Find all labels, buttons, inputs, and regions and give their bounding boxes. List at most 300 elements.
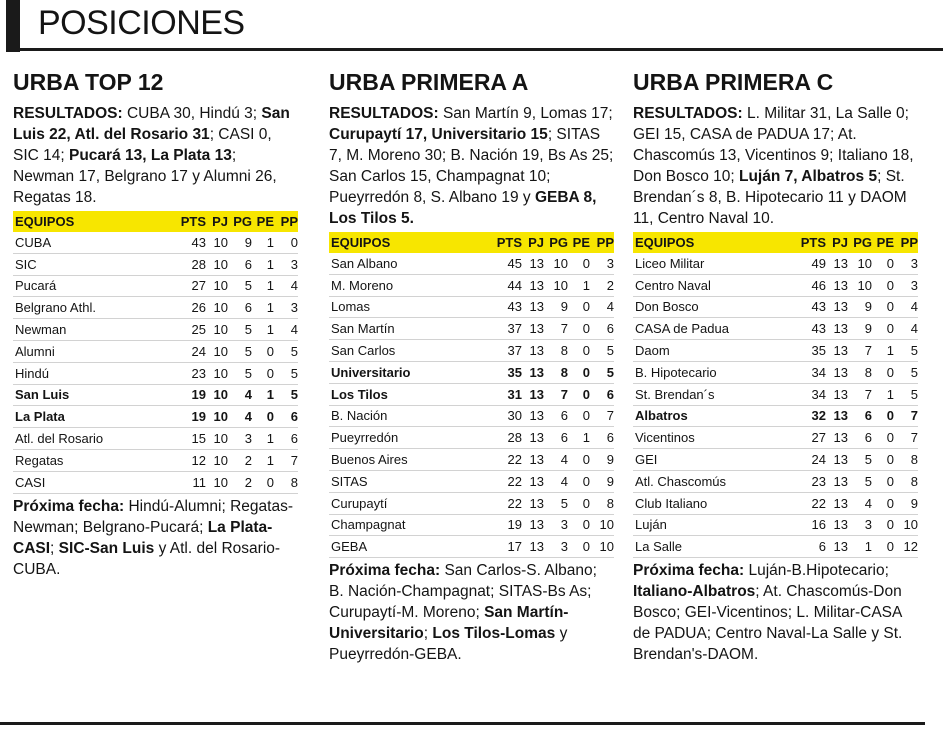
table-row [329,340,614,362]
pe-cell: 0 [872,361,894,383]
header-pp: PP [894,232,918,253]
pp-cell: 4 [894,318,918,340]
pj-cell: 13 [826,361,848,383]
team-name-cell: Newman [13,319,172,341]
table-row [13,232,298,253]
pg-cell: 9 [848,318,872,340]
paragraph-text: ; At. Chascomús-Don Bosco; GEI-Vicentinos; L. Militar-CASA de PADUA; Centro Naval-La Salle y St. Brendan's-DAOM. [633,583,903,664]
pp-cell: 5 [894,361,918,383]
section-urba-primera-a [329,68,614,665]
pp-cell: 5 [590,340,614,362]
pg-cell: 4 [544,449,568,471]
pp-cell: 7 [590,405,614,427]
pj-cell: 13 [826,405,848,427]
pj-cell: 13 [522,536,544,558]
team-name-cell: B. Hipotecario [633,361,792,383]
pp-cell: 5 [274,384,298,406]
standings-table [633,232,918,558]
pp-cell: 6 [590,427,614,449]
table-row [13,384,298,406]
pts-cell: 37 [488,340,522,362]
pg-cell: 6 [228,253,252,275]
pp-cell: 4 [894,296,918,318]
pts-cell: 23 [792,470,826,492]
paragraph-text: L. Militar 31, La Salle 0; GEI 15, CASA de PADUA 17; At. Chascomús 13, Vicentinos 9; Italiano 18, Don Bosco 10; [633,105,914,185]
pp-cell: 5 [894,383,918,405]
pg-cell: 5 [228,319,252,341]
highlighted-text: SIC-San Luis [58,539,155,557]
header-pts: PTS [172,211,206,232]
table-row [329,449,614,471]
section-urba-top-12 [13,68,298,580]
table-row [329,536,614,558]
pg-cell: 6 [848,405,872,427]
pts-cell: 11 [172,471,206,493]
team-name-cell: Belgrano Athl. [13,297,172,319]
pe-cell: 0 [872,427,894,449]
pj-cell: 10 [206,253,228,275]
pe-cell: 0 [252,340,274,362]
section-urba-primera-c [633,68,918,665]
pts-cell: 24 [792,449,826,471]
team-name-cell: Vicentinos [633,427,792,449]
pg-cell: 5 [228,275,252,297]
highlighted-text: San Luis 22, Atl. del Rosario 31 [13,105,290,143]
highlighted-text: Luján 7, Albatros 5 [738,168,878,185]
pe-cell: 0 [872,405,894,427]
paragraph-text: Hindú-Alumni; Regatas-Newman; Belgrano-Pucará; [13,497,293,536]
standings-header-row [633,232,918,253]
pp-cell: 8 [894,470,918,492]
pe-cell: 0 [252,362,274,384]
header-pe: PE [872,232,894,253]
table-row [329,274,614,296]
team-name-cell: Pueyrredón [329,427,488,449]
pe-cell: 0 [872,253,894,274]
pg-cell: 7 [848,340,872,362]
table-row [633,253,918,274]
team-name-cell: Club Italiano [633,492,792,514]
pg-cell: 8 [544,361,568,383]
table-row [329,318,614,340]
results-paragraph [13,103,298,208]
pg-cell: 5 [848,449,872,471]
pg-cell: 10 [544,274,568,296]
pe-cell: 0 [252,471,274,493]
pts-cell: 28 [488,427,522,449]
pj-cell: 13 [522,514,544,536]
pj-cell: 13 [522,318,544,340]
team-name-cell: CUBA [13,232,172,253]
next-fixtures-paragraph [13,496,298,580]
paragraph-text: y Pueyrredón-GEBA. [329,625,568,664]
header-pg: PG [544,232,568,253]
pp-cell: 5 [590,361,614,383]
pts-cell: 32 [792,405,826,427]
pg-cell: 10 [544,253,568,274]
pe-cell: 0 [872,536,894,558]
table-row [13,319,298,341]
pg-cell: 4 [544,470,568,492]
next-fixtures-paragraph [329,560,614,665]
pts-cell: 12 [172,449,206,471]
team-name-cell: La Plata [13,406,172,428]
pp-cell: 10 [894,514,918,536]
pg-cell: 2 [228,449,252,471]
header-accent-bar [6,0,20,52]
team-name-cell: Daom [633,340,792,362]
table-row [329,253,614,274]
table-row [329,296,614,318]
table-row [329,427,614,449]
pts-cell: 43 [488,296,522,318]
header-pp: PP [590,232,614,253]
team-name-cell: Champagnat [329,514,488,536]
team-name-cell: Universitario [329,361,488,383]
header-pts: PTS [792,232,826,253]
pts-cell: 37 [488,318,522,340]
pj-cell: 13 [826,514,848,536]
next-fixtures-paragraph [633,560,918,665]
pp-cell: 3 [274,253,298,275]
pts-cell: 22 [488,449,522,471]
pp-cell: 7 [894,427,918,449]
pp-cell: 6 [590,318,614,340]
team-name-cell: San Martín [329,318,488,340]
pg-cell: 10 [848,253,872,274]
team-name-cell: M. Moreno [329,274,488,296]
pg-cell: 8 [848,361,872,383]
footer-rule [0,722,925,725]
paragraph-text: y Atl. del Rosario-CUBA. [13,539,281,578]
table-row [13,362,298,384]
pp-cell: 10 [590,536,614,558]
pj-cell: 13 [826,383,848,405]
pg-cell: 6 [544,427,568,449]
table-row [633,296,918,318]
table-row [633,449,918,471]
team-name-cell: Regatas [13,449,172,471]
table-row [13,406,298,428]
team-name-cell: Albatros [633,405,792,427]
pe-cell: 1 [568,274,590,296]
table-row [329,514,614,536]
table-row [13,297,298,319]
pp-cell: 12 [894,536,918,558]
team-name-cell: Luján [633,514,792,536]
team-name-cell: SITAS [329,470,488,492]
team-name-cell: SIC [13,253,172,275]
pp-cell: 9 [590,449,614,471]
highlighted-text: Italiano-Albatros [633,583,756,601]
paragraph-text: ; [423,625,433,643]
pts-cell: 30 [488,405,522,427]
pj-cell: 13 [522,361,544,383]
pts-cell: 19 [488,514,522,536]
header-pg: PG [228,211,252,232]
standings-header-row [329,232,614,253]
pj-cell: 13 [826,253,848,274]
header-pe: PE [568,232,590,253]
table-row [633,405,918,427]
team-name-cell: La Salle [633,536,792,558]
pts-cell: 6 [792,536,826,558]
highlighted-text: San Martín-Universitario [329,604,569,643]
pg-cell: 3 [544,514,568,536]
highlighted-text: RESULTADOS: [13,105,123,122]
pp-cell: 2 [590,274,614,296]
pp-cell: 6 [274,406,298,428]
pp-cell: 9 [894,492,918,514]
pj-cell: 13 [522,470,544,492]
pe-cell: 0 [568,296,590,318]
pp-cell: 3 [894,253,918,274]
section-title: URBA PRIMERA C [633,69,834,95]
table-row [633,492,918,514]
pj-cell: 13 [522,296,544,318]
pj-cell: 10 [206,428,228,450]
pg-cell: 5 [228,362,252,384]
paragraph-text: ; St. Brendan´s 8, B. Hipotecario 11 y DAOM 11, Centro Naval 10. [633,168,907,227]
team-name-cell: Buenos Aires [329,449,488,471]
pts-cell: 24 [172,340,206,362]
pj-cell: 10 [206,275,228,297]
standings-table [13,211,298,494]
pg-cell: 8 [544,340,568,362]
pj-cell: 10 [206,232,228,253]
highlighted-text: RESULTADOS: [633,105,743,122]
pts-cell: 31 [488,383,522,405]
paragraph-text: ; Newman 17, Belgrano 17 y Alumni 26, Regatas 18. [13,147,277,206]
pg-cell: 6 [848,427,872,449]
paragraph-text: San Carlos-S. Albano; B. Nación-Champagnat; SITAS-Bs As; Curupaytí-M. Moreno; [329,562,597,622]
pe-cell: 0 [872,274,894,296]
pts-cell: 35 [488,361,522,383]
pe-cell: 0 [568,492,590,514]
paragraph-text: San Martín 9, Lomas 17; [438,105,613,122]
pp-cell: 9 [590,470,614,492]
pe-cell: 0 [872,449,894,471]
header-pj: PJ [206,211,228,232]
pj-cell: 10 [206,319,228,341]
pe-cell: 0 [568,318,590,340]
table-row [633,427,918,449]
pe-cell: 1 [252,253,274,275]
pj-cell: 10 [206,384,228,406]
table-row [13,340,298,362]
table-row [13,471,298,493]
table-row [13,428,298,450]
pe-cell: 0 [872,470,894,492]
pp-cell: 6 [274,428,298,450]
pg-cell: 10 [848,274,872,296]
table-row [633,383,918,405]
pts-cell: 35 [792,340,826,362]
highlighted-text: Pucará 13, La Plata 13 [69,147,232,164]
pts-cell: 22 [488,492,522,514]
pe-cell: 0 [252,406,274,428]
pj-cell: 13 [522,383,544,405]
pg-cell: 6 [544,405,568,427]
pp-cell: 3 [590,253,614,274]
pts-cell: 28 [172,253,206,275]
team-name-cell: Curupaytí [329,492,488,514]
pts-cell: 22 [792,492,826,514]
table-row [13,253,298,275]
header-rule [20,48,943,51]
pe-cell: 1 [252,275,274,297]
paragraph-text: Luján-B.Hipotecario; [744,562,889,580]
pg-cell: 7 [544,318,568,340]
paragraph-text: ; SITAS 7, M. Moreno 30; B. Nación 19, Bs As 25; San Carlos 15, Champagnat 10; Pueyrredón 8, S. Albano 19 y [329,126,614,206]
pj-cell: 13 [826,470,848,492]
table-row [329,361,614,383]
pp-cell: 8 [894,449,918,471]
pg-cell: 7 [848,383,872,405]
pts-cell: 23 [172,362,206,384]
pts-cell: 15 [172,428,206,450]
pg-cell: 9 [228,232,252,253]
table-row [633,514,918,536]
pg-cell: 9 [544,296,568,318]
pg-cell: 2 [228,471,252,493]
pe-cell: 1 [252,297,274,319]
pe-cell: 0 [568,383,590,405]
pts-cell: 34 [792,383,826,405]
header-equipos: EQUIPOS [633,232,792,253]
team-name-cell: CASI [13,471,172,493]
table-row [633,274,918,296]
highlighted-text: Próxima fecha: [13,497,125,515]
pj-cell: 13 [826,296,848,318]
pg-cell: 4 [228,406,252,428]
results-paragraph [633,103,918,229]
pg-cell: 6 [228,297,252,319]
pe-cell: 0 [568,536,590,558]
pj-cell: 13 [522,340,544,362]
page-header [0,0,943,52]
team-name-cell: B. Nación [329,405,488,427]
table-row [13,275,298,297]
pe-cell: 0 [872,492,894,514]
pp-cell: 6 [590,383,614,405]
pj-cell: 10 [206,362,228,384]
pj-cell: 10 [206,297,228,319]
pe-cell: 0 [568,253,590,274]
highlighted-text: RESULTADOS: [329,105,439,122]
pj-cell: 10 [206,471,228,493]
header-pj: PJ [826,232,848,253]
pts-cell: 19 [172,406,206,428]
pj-cell: 13 [522,274,544,296]
pj-cell: 13 [826,427,848,449]
pe-cell: 0 [568,405,590,427]
pe-cell: 0 [568,449,590,471]
standings-body [13,232,298,493]
pg-cell: 5 [848,470,872,492]
table-row [329,383,614,405]
pe-cell: 1 [252,232,274,253]
pe-cell: 0 [872,514,894,536]
team-name-cell: Centro Naval [633,274,792,296]
paragraph-text: ; CASI 0, SIC 14; [13,126,272,164]
pj-cell: 13 [522,449,544,471]
table-row [329,405,614,427]
team-name-cell: Don Bosco [633,296,792,318]
team-name-cell: GEBA [329,536,488,558]
header-pg: PG [848,232,872,253]
pj-cell: 10 [206,340,228,362]
standings-body [329,253,614,558]
pts-cell: 27 [792,427,826,449]
pp-cell: 4 [274,275,298,297]
pp-cell: 4 [590,296,614,318]
pj-cell: 10 [206,449,228,471]
pts-cell: 34 [792,361,826,383]
pe-cell: 1 [252,428,274,450]
standings-body [633,253,918,558]
pts-cell: 43 [792,296,826,318]
team-name-cell: St. Brendan´s [633,383,792,405]
pts-cell: 46 [792,274,826,296]
standings-table [329,232,614,558]
team-name-cell: Atl. Chascomús [633,470,792,492]
pe-cell: 0 [568,340,590,362]
pp-cell: 10 [590,514,614,536]
pe-cell: 1 [872,340,894,362]
pe-cell: 0 [568,514,590,536]
pe-cell: 0 [872,296,894,318]
pg-cell: 4 [848,492,872,514]
pp-cell: 5 [894,340,918,362]
pj-cell: 13 [826,449,848,471]
pp-cell: 3 [894,274,918,296]
pts-cell: 43 [172,232,206,253]
results-paragraph [329,103,614,229]
pts-cell: 27 [172,275,206,297]
pe-cell: 0 [872,318,894,340]
pe-cell: 1 [252,384,274,406]
pts-cell: 17 [488,536,522,558]
pts-cell: 43 [792,318,826,340]
pj-cell: 13 [826,340,848,362]
section-title: URBA TOP 12 [13,69,164,95]
pp-cell: 8 [590,492,614,514]
header-pe: PE [252,211,274,232]
paragraph-text: ; [50,539,59,557]
pj-cell: 13 [826,318,848,340]
team-name-cell: Los Tilos [329,383,488,405]
pj-cell: 13 [826,274,848,296]
pg-cell: 5 [228,340,252,362]
pj-cell: 13 [522,492,544,514]
pp-cell: 7 [274,449,298,471]
pts-cell: 22 [488,470,522,492]
header-pj: PJ [522,232,544,253]
team-name-cell: Liceo Militar [633,253,792,274]
pp-cell: 8 [274,471,298,493]
table-row [633,470,918,492]
pp-cell: 3 [274,297,298,319]
pj-cell: 10 [206,406,228,428]
team-name-cell: San Carlos [329,340,488,362]
pe-cell: 1 [872,383,894,405]
pj-cell: 13 [522,427,544,449]
pts-cell: 49 [792,253,826,274]
pg-cell: 5 [544,492,568,514]
team-name-cell: GEI [633,449,792,471]
team-name-cell: Lomas [329,296,488,318]
